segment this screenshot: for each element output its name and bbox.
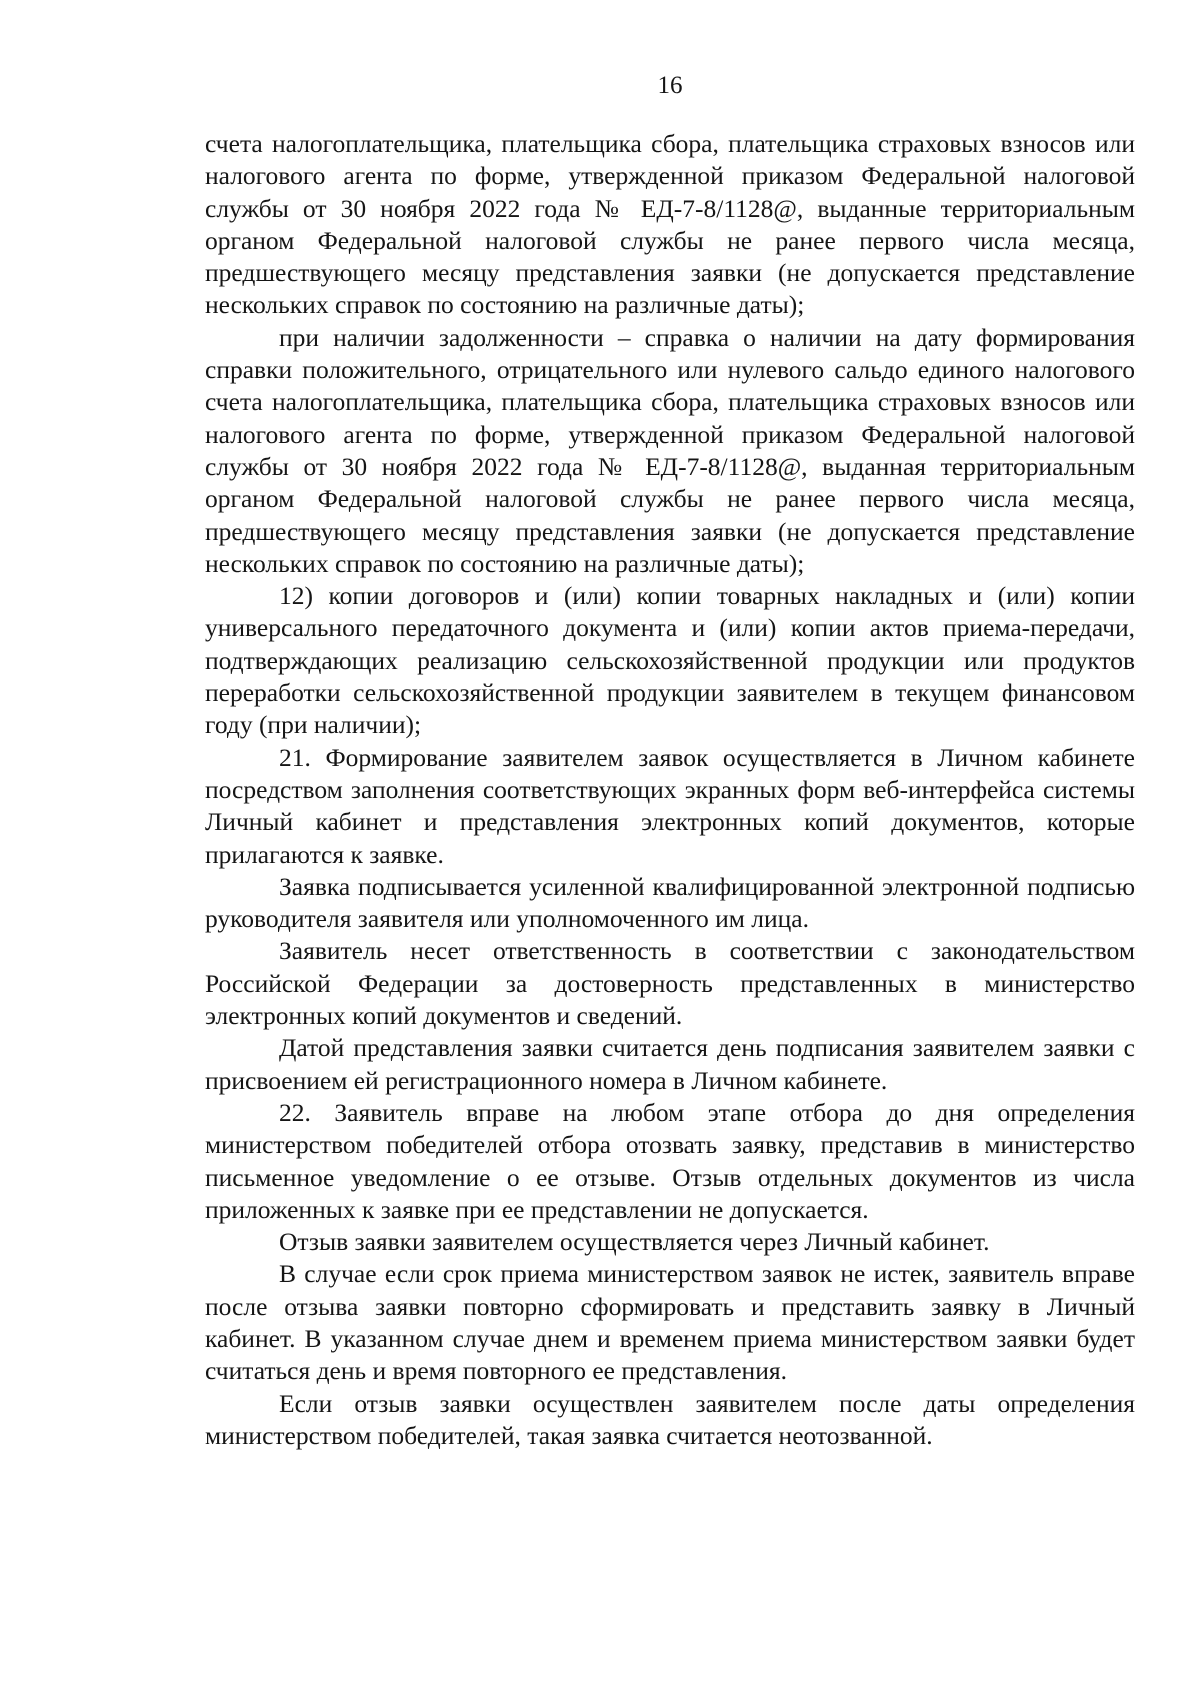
paragraph: 12) копии договоров и (или) копии товарных накладных и (или) копии универсального передаточного документа и (или) копии актов приема-передачи, подтверждающих реализацию сельскохозяйственной продукции или продуктов переработки сельскохозяйственной продукции заявителем в текущем финансовом году (при наличии); <box>205 581 1135 740</box>
paragraph: 21. Формирование заявителем заявок осуществляется в Личном кабинете посредством заполнения соответствующих экранных форм веб-интерфейса системы Личный кабинет и представления электронных копий документов, которые прилагаются к заявке. <box>205 742 1135 869</box>
paragraph: Датой представления заявки считается день подписания заявителем заявки с присвоением ей регистрационного номера в Личном кабинете. <box>205 1033 1135 1095</box>
page-number: 16 <box>657 72 683 99</box>
paragraph: Если отзыв заявки осуществлен заявителем после даты определения министерством победителей, такая заявка считается неотозванной. <box>205 1388 1135 1450</box>
paragraph: В случае если срок приема министерством заявок не истек, заявитель вправе после отзыва заявки повторно сформировать и представить заявку в Личный кабинет. В указанном случае днем и временем приема министерством заявки будет считаться день и время повторного ее представления. <box>205 1259 1135 1386</box>
paragraph: при наличии задолженности – справка о наличии на дату формирования справки положительного, отрицательного или нулевого сальдо единого налогового счета налогоплательщика, плательщика сбора, плательщика страховых взносов или налогового агента по форме, утвержденной приказом Федеральной налоговой службы от 30 ноября 2022 года № ЕД-7-8/1128@, выданная территориальным органом Федеральной налоговой службы не ранее первого числа месяца, предшествующего месяцу представления заявки (не допускается представление нескольких справок по состоянию на различные даты); <box>205 322 1135 578</box>
paragraph: Заявка подписывается усиленной квалифицированной электронной подписью руководителя заявителя или уполномоченного им лица. <box>205 871 1135 934</box>
paragraph: счета налогоплательщика, плательщика сбора, плательщика страховых взносов или налогового агента по форме, утвержденной приказом Федеральной налоговой службы от 30 ноября 2022 года № ЕД-7-8/1128@, выданные территориальным органом Федеральной налоговой службы не ранее первого числа месяца, предшествующего месяцу представления заявки (не допускается представление нескольких справок по состоянию на различные даты); <box>205 129 1135 320</box>
paragraph: Отзыв заявки заявителем осуществляется через Личный кабинет. <box>279 1227 990 1257</box>
paragraph: Заявитель несет ответственность в соответствии с законодательством Российской Федерации за достоверность представленных в министерство электронных копий документов и сведений. <box>205 936 1135 1031</box>
paragraph: 22. Заявитель вправе на любом этапе отбора до дня определения министерством победителей отбора отозвать заявку, представив в министерство письменное уведомление о ее отзыве. Отзыв отдельных документов из числа приложенных к заявке при ее представлении не допускается. <box>205 1097 1135 1224</box>
document-body <box>205 128 1135 1452</box>
